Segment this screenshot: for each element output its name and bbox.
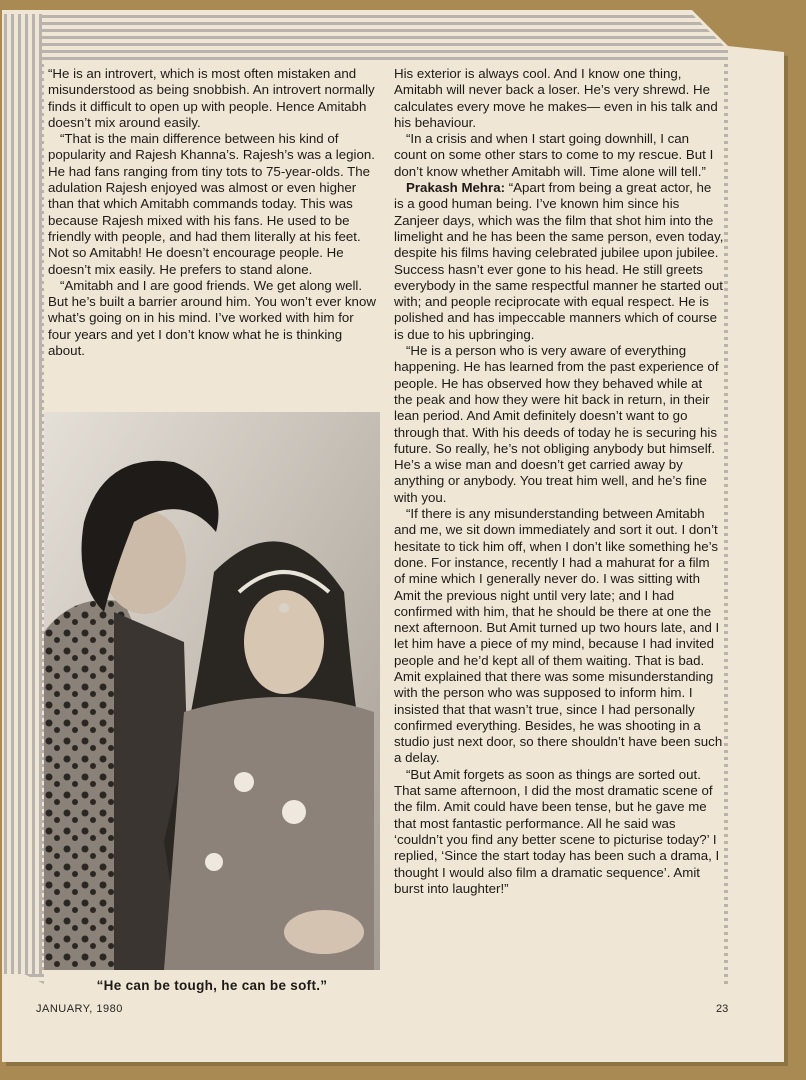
photo-caption: “He can be tough, he can be soft.”: [96, 978, 328, 993]
paragraph: “But Amit forgets as soon as things are sorted out. That same afternoon, I did the most dramatic scene of the film. Amit could have been tense, but he gave me that most fantastic performance. All he said was ‘couldn’t you find any better scene to picturise today?’ I replied, ‘Since the start today has been such a drama, I thought I would also film a dramatic sequence’. Amit burst into laughter!”: [394, 766, 720, 896]
paragraph: “He is an introvert, which is most often mistaken and misunderstood as being snobbish. An introvert normally finds it difficult to open up with people. Hence Amitabh doesn’t mix around easily.: [48, 66, 375, 130]
paragraph: [394, 180, 724, 343]
paragraph: “Amitabh and I are good friends. We get along well. But he’s built a barrier around him. You won’t ever know what’s going on in his mind. I’ve worked with him for four years and yet I don’t know what he is thinking about.: [48, 277, 376, 359]
speaker-name: Prakash Mehra:: [406, 180, 506, 196]
paragraph: “If there is any misunderstanding between Amitabh and me, we sit down immediately and sort it out. I don’t hesitate to tick him off, when I don’t like something he’s done. For instance, recently I had a mahurat for a film of mine which I generally never do. I was sitting with Amit the previous night until very late; and I had confirmed with him, that he should be there at one the next afternoon. But Amit turned up two hours late, and I let him have a piece of my mind, because I had invited people and he’d kept all of them waiting. That is bad. Amit explained that there was some misunderstanding with the person who was supposed to inform him. I insisted that that wasn’t true, since I had personally confirmed everything. Besides, he was shooting in a studio just next door, so there shouldn’t have been such a delay.: [394, 506, 723, 766]
left-column: [48, 66, 378, 359]
issue-date: JANUARY, 1980: [36, 1003, 123, 1015]
paragraph: His exterior is always cool. And I know one thing, Amitabh will never back a loser. He’s very shrewd. He calculates every move he makes— even in his talk and his behaviour.: [394, 66, 718, 130]
paragraph: “That is the main difference between his kind of popularity and Rajesh Khanna’s. Rajesh’s was a legion. He had fans ranging from tiny tots to 75-year-olds. The adulation Rajesh enjoyed was almost or even higher than that which Amitabh commands today. This was because Rajesh mixed with his fans. He used to be friendly with people, and had them literally at his feet. Not so Amitabh! He doesn’t encourage people. He doesn’t mix easily. He prefers to stand alone.: [48, 131, 375, 277]
film-still-photo: [44, 412, 380, 970]
paragraph: “He is a person who is very aware of everything happening. He has learned from the past experience of people. He has observed how they behaved while at the peak and how they were hit back in return, in their lean period. And Amit definitely doesn’t want to go through that. With his deeds of today he is securing his future. So really, he’s not obliging anybody but himself. He’s a wise man and doesn’t get carried away by anything or anybody. You treat him well, and he’s fine with you.: [394, 343, 719, 505]
paragraph: “In a crisis and when I start going downhill, I can count on some other stars to come to my rescue. But I don’t know whether Amitabh will. Time alone will tell.”: [394, 131, 714, 179]
speaker-quote: “Apart from being a great actor, he is a good human being. I’ve known him since his Zanjeer days, which was the film that shot him into the limelight and he has been the same person, even today, despite his films having celebrated jubilee upon jubilee. Success hasn’t ever gone to his head. He still greets everybody in the same respectful manner he started out with; and people reciprocate with equal respect. He is polished and has impeccable manners which of course is due to his upbringing.: [394, 180, 724, 342]
decorative-stripe-side: [4, 14, 42, 974]
right-column: [394, 66, 724, 897]
page-number: 23: [716, 1003, 729, 1015]
